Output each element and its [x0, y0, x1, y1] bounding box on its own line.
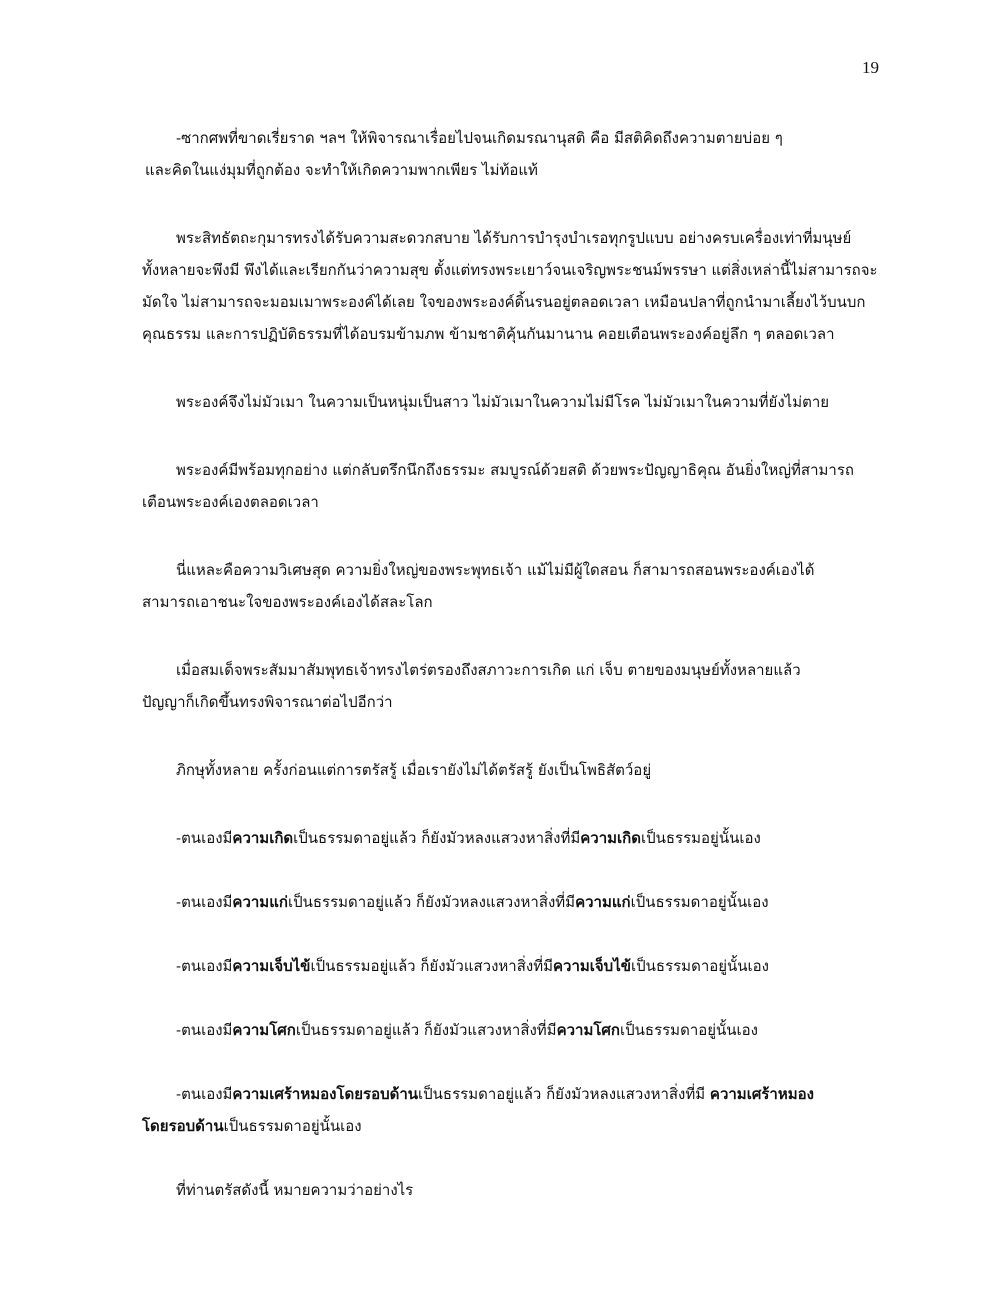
bold-term: ความเศร้าหมองโดยรอบด้าน — [232, 1085, 419, 1103]
text-segment: -ตนเองมี — [176, 957, 233, 975]
text-line — [142, 1174, 870, 1206]
paragraph — [142, 122, 870, 186]
paragraph — [142, 950, 870, 982]
text-segment: ปัญญาก็เกิดขึ้นทรงพิจารณาต่อไปอีกว่า — [142, 693, 393, 711]
paragraph — [142, 554, 870, 618]
text-line — [142, 254, 878, 286]
text-segment: -ตนเองมี — [176, 829, 233, 847]
paragraph — [142, 754, 870, 786]
text-segment: พระสิทธัตถะกุมารทรงได้รับความสะดวกสบาย ได้รับการบำรุงบำเรอทุกรูปแบบ อย่างครบเครื่องเท่าที่มนุษย์ — [176, 229, 852, 247]
paragraph — [142, 1174, 870, 1206]
bold-term: โดยรอบด้าน — [142, 1117, 224, 1135]
text-line — [142, 950, 870, 982]
text-line — [142, 554, 870, 586]
text-segment: เป็นธรรมดาอยู่นั้นเอง — [630, 893, 769, 911]
text-segment: เมื่อสมเด็จพระสัมมาสัมพุทธเจ้าทรงไตร่ตรองถึงสภาวะการเกิด แก่ เจ็บ ตายของมนุษย์ทั้งหลายแล้ว — [176, 661, 801, 679]
paragraph — [142, 1078, 870, 1142]
paragraph — [142, 454, 870, 518]
text-segment: -ตนเองมี — [176, 1021, 233, 1039]
text-line — [142, 286, 870, 318]
text-line — [142, 754, 870, 786]
text-segment: พระองค์มีพร้อมทุกอย่าง แต่กลับตรึกนึกถึงธรรมะ สมบูรณ์ด้วยสติ ด้วยพระปัญญาธิคุณ อันยิ่งใหญ่ที่สามารถ — [176, 461, 854, 479]
text-segment: คุณธรรม และการปฏิบัติธรรมที่ได้อบรมข้ามภพ ข้ามชาติคุ้นกันมานาน คอยเตือนพระองค์อยู่ลึก ๆ ตลอดเวลา — [142, 325, 835, 343]
bold-term: ความแก่ — [575, 893, 631, 911]
text-segment: เป็นธรรมดาอยู่แล้ว ก็ยังมัวหลงแสวงหาสิ่งที่มี — [418, 1085, 710, 1103]
text-line — [142, 486, 870, 518]
text-segment: -ตนเองมี — [176, 893, 233, 911]
text-segment: เตือนพระองค์เองตลอดเวลา — [142, 493, 319, 511]
bold-term: ความแก่ — [232, 893, 288, 911]
bold-term: ความโศก — [556, 1021, 621, 1039]
paragraph — [142, 1014, 870, 1046]
text-segment: เป็นธรรมดาอยู่แล้ว ก็ยังมัวแสวงหาสิ่งที่มี — [295, 1021, 557, 1039]
bold-term: ความเกิด — [232, 829, 294, 847]
text-segment: พระองค์จึงไม่มัวเมา ในความเป็นหนุ่มเป็นสาว ไม่มัวเมาในความไม่มีโรค ไม่มัวเมาในความที่ยังไม่ตาย — [176, 393, 830, 411]
text-segment: และคิดในแง่มุมที่ถูกต้อง จะทำให้เกิดความพากเพียร ไม่ท้อแท้ — [145, 161, 538, 179]
text-segment: ภิกษุทั้งหลาย ครั้งก่อนแต่การตรัสรู้ เมื่อเรายังไม่ได้ตรัสรู้ ยังเป็นโพธิสัตว์อยู่ — [176, 761, 652, 779]
text-line — [142, 1110, 870, 1142]
text-segment: เป็นธรรมดาอยู่นั้นเอง — [620, 1021, 759, 1039]
text-line — [142, 686, 870, 718]
page-number: 19 — [862, 58, 879, 77]
text-line — [142, 886, 870, 918]
text-line — [142, 454, 870, 486]
document-body — [142, 122, 878, 1206]
paragraph — [142, 222, 878, 350]
text-line — [142, 318, 870, 350]
text-segment: -ซากศพที่ขาดเรี่ยราด ฯลฯ ให้พิจารณาเรื่อยไปจนเกิดมรณานุสติ คือ มีสติคิดถึงความตายบ่อย ๆ — [176, 129, 783, 147]
text-line — [142, 1078, 870, 1110]
text-segment: -ตนเองมี — [176, 1085, 233, 1103]
text-segment: มัดใจ ไม่สามารถจะมอมเมาพระองค์ได้เลย ใจของพระองค์ดิ้นรนอยู่ตลอดเวลา เหมือนปลาที่ถูกนำมาเลี้ยงไว้บนบก — [142, 293, 866, 311]
paragraph — [142, 822, 870, 854]
paragraph — [142, 654, 870, 718]
text-segment: เป็นธรรมอยู่แล้ว ก็ยังมัวแสวงหาสิ่งที่มี — [310, 957, 553, 975]
text-line — [142, 222, 870, 254]
text-segment: เป็นธรรมดาอยู่แล้ว ก็ยังมัวหลงแสวงหาสิ่งที่มี — [293, 829, 581, 847]
bold-term: ความโศก — [232, 1021, 296, 1039]
text-segment: เป็นธรรมอยู่นั้นเอง — [640, 829, 761, 847]
text-line — [142, 154, 870, 186]
bold-term: ความเศร้าหมอง — [709, 1085, 814, 1103]
bold-term: ความเกิด — [580, 829, 641, 847]
paragraph — [142, 886, 870, 918]
bold-term: ความเจ็บไข้ — [553, 957, 632, 975]
text-segment: สามารถเอาชนะใจของพระองค์เองได้สละโลก — [142, 593, 433, 611]
text-segment: ทั้งหลายจะพึงมี พึงได้และเรียกกันว่าความสุข ตั้งแต่ทรงพระเยาว์จนเจริญพระชนม์พรรษา แต่สิ่งเหล่านี้ไม่สามารถจะ — [142, 261, 878, 279]
text-line — [142, 386, 870, 418]
text-segment: นี่แหละคือความวิเศษสุด ความยิ่งใหญ่ของพระพุทธเจ้า แม้ไม่มีผู้ใดสอน ก็สามารถสอนพระองค์เองได้ — [176, 561, 815, 579]
text-line — [142, 1014, 870, 1046]
bold-term: ความเจ็บไข้ — [232, 957, 311, 975]
text-segment: เป็นธรรมดาอยู่นั้นเอง — [631, 957, 770, 975]
text-line — [142, 822, 870, 854]
text-segment: เป็นธรรมดาอยู่แล้ว ก็ยังมัวหลงแสวงหาสิ่งที่มี — [287, 893, 576, 911]
text-line — [142, 654, 870, 686]
paragraph — [142, 386, 870, 418]
text-line — [142, 586, 870, 618]
text-segment: เป็นธรรมดาอยู่นั้นเอง — [223, 1117, 362, 1135]
text-line — [142, 122, 870, 154]
text-segment: ที่ท่านตรัสดังนี้ หมายความว่าอย่างไร — [176, 1181, 414, 1199]
